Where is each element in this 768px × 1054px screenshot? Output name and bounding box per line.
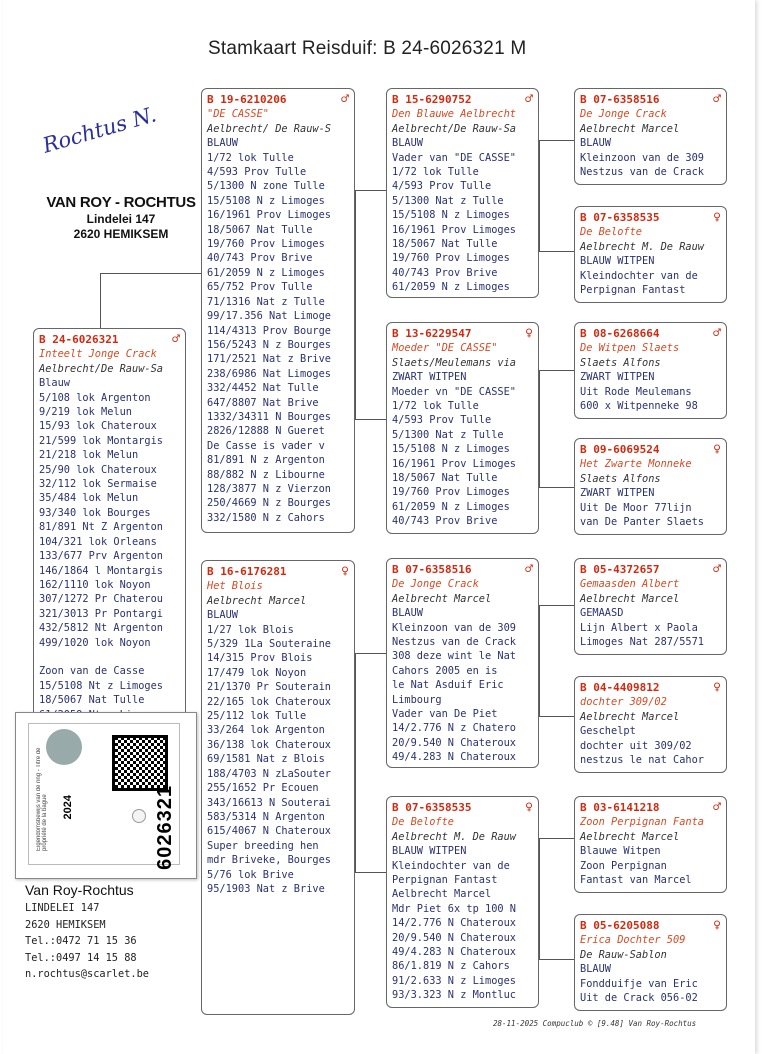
result-line: 25/90 lok Chateroux: [39, 463, 157, 476]
owner-name: Van Roy-Rochtus: [25, 882, 134, 898]
result-line: 81/891 Nt Z Argenton: [39, 521, 163, 534]
result-line: 332/4452 Nat Tulle: [207, 382, 319, 395]
ring-number: B 04-4409812: [580, 681, 660, 694]
result-line: 615/4067 N Chateroux: [207, 825, 331, 838]
ring-number: B 16-6176281: [207, 565, 287, 578]
result-line: 40/743 Prov Brive: [392, 266, 498, 279]
result-line: 238/6986 Nat Limoges: [207, 367, 331, 380]
result-line: 647/8807 Nat Brive: [207, 396, 319, 409]
card-header: [580, 919, 721, 933]
result-line: 36/138 lok Chateroux: [207, 738, 331, 751]
breeder: Aelbrecht Marcel: [580, 592, 680, 605]
pigeon-name: Het Blois: [207, 580, 263, 593]
female-icon: ♀: [713, 210, 721, 225]
result-line: Super breeding hen: [207, 839, 319, 852]
result-line: Vader van "DE CASSE": [392, 151, 516, 164]
pigeon-name: Erica Dochter 509: [580, 934, 686, 947]
result-line: 16/1961 Prov Limoges: [207, 209, 331, 222]
result-line: 65/752 Prov Tulle: [207, 281, 313, 294]
result-line: Fondduifje van Eric: [580, 977, 698, 990]
card-maternal-grandmother: [386, 796, 539, 1008]
pigeon-color: Geschelpt: [580, 725, 636, 738]
result-line: 19/760 Prov Limoges: [207, 238, 325, 251]
owner-tel1: Tel.:0472 71 15 36: [25, 935, 137, 947]
pigeon-color: Blauwe Witpen: [580, 845, 661, 858]
ring-number: B 05-4372657: [580, 563, 660, 576]
owner-tel2: Tel.:0497 14 15 88: [25, 951, 137, 964]
pigeon-name: Zoon Perpignan Fanta: [580, 816, 704, 829]
result-line: 49/4.283 N Chateroux: [392, 946, 516, 959]
result-line: 95/1903 Nat z Brive: [207, 882, 325, 895]
pigeon-color: ZWART WITPEN: [580, 371, 655, 384]
breeder: Aelbrecht M. De Rauw: [392, 830, 516, 843]
card-great-grandparent-7: [574, 796, 727, 893]
connector: [539, 838, 576, 960]
result-line: 25/112 lok Tulle: [207, 710, 307, 723]
result-line: Aelbrecht Marcel: [392, 888, 492, 901]
pigeon-color: BLAUW WITPEN: [392, 845, 467, 858]
handwritten-signature: Rochtus N.: [39, 102, 159, 158]
result-line: Uit Rode Meulemans: [580, 385, 692, 398]
result-line: Uit De Moor 77lijn: [580, 501, 692, 514]
result-line: 69/1581 Nat z Blois: [207, 753, 325, 766]
result-line: Mdr Piet 6x tp 100 N: [392, 902, 516, 915]
card-header: [580, 93, 721, 107]
result-line: 71/1316 Nat z Tulle: [207, 295, 325, 308]
card-great-grandparent-5: [574, 558, 727, 655]
card-paternal-grandfather: [386, 88, 539, 298]
federation-logo-icon: [46, 729, 82, 765]
result-line: 22/165 lok Chateroux: [207, 695, 331, 708]
result-line: 33/264 lok Argenton: [207, 724, 325, 737]
result-line: 5/76 lok Brive: [207, 868, 294, 881]
breeder: Aelbrecht Marcel: [580, 122, 680, 135]
result-line: 146/1864 l Montargis: [39, 564, 163, 577]
ring-number: B 05-6205088: [580, 919, 660, 932]
result-line: 61/2059 N z Limoges: [392, 281, 510, 294]
result-line: 20/9.540 N Chateroux: [392, 931, 516, 944]
card-header: [392, 327, 533, 341]
pigeon-color: BLAUW: [392, 607, 423, 620]
female-icon: ♀: [525, 800, 533, 815]
owner-footer: [25, 880, 149, 983]
result-line: Fantast van Marcel: [580, 874, 692, 887]
card-header: [580, 327, 721, 341]
result-line: 1332/34311 N Bourges: [207, 410, 331, 423]
ring-number: B 24-6026321: [39, 333, 119, 346]
pigeon-color: BLAUW: [580, 137, 611, 150]
result-line: 343/16613 N Souterai: [207, 796, 331, 809]
ring-number: B 19-6210206: [207, 93, 287, 106]
result-line: Kleinzoon van de 309: [580, 151, 704, 164]
male-icon: ♂: [713, 326, 721, 341]
result-line: 14/315 Prov Blois: [207, 652, 313, 665]
qr-code-icon: [112, 735, 168, 791]
ring-org-text: Eigendomsbewijs van de ring - Titre de propriété de la bague: [36, 747, 48, 851]
card-subject: [33, 328, 186, 718]
result-line: 49/4.283 N Chateroux: [392, 751, 516, 764]
result-line: 583/5314 N Argenton: [207, 810, 325, 823]
result-line: 600 x Witpenneke 98: [580, 400, 698, 413]
result-line: 4/593 Prov Tulle: [207, 166, 307, 179]
pigeon-color: BLAUW: [207, 137, 238, 150]
female-icon: ♀: [713, 442, 721, 457]
result-line: 321/3013 Pr Pontargi: [39, 607, 163, 620]
result-line: Vader van De Piet: [392, 708, 498, 721]
card-paternal-grandmother: [386, 322, 539, 534]
result-line: nestzus le nat Cahor: [580, 754, 704, 767]
ring-number: B 08-6268664: [580, 327, 660, 340]
result-line: 15/5108 N z Limoges: [392, 209, 510, 222]
result-line: Perpignan Fantast: [580, 284, 686, 297]
male-icon: ♂: [713, 92, 721, 107]
result-line: 19/760 Prov Limoges: [392, 252, 510, 265]
ring-number: B 13-6229547: [392, 327, 472, 340]
result-line: 9/219 lok Melun: [39, 406, 132, 419]
pigeon-color: Blauw: [39, 377, 70, 390]
pigeon-name: Inteelt Jonge Crack: [39, 348, 157, 361]
result-line: 15/5108 Nt z Limoges: [39, 679, 163, 692]
breeder: Aelbrecht M. De Rauw: [580, 240, 704, 253]
breeder: Slaets Alfons: [580, 472, 661, 485]
card-great-grandparent-4: [574, 438, 727, 535]
card-header: [580, 681, 721, 695]
pigeon-name: De Belofte: [392, 816, 454, 829]
card-header: [580, 211, 721, 225]
female-icon: ♀: [341, 564, 349, 579]
owner-email: n.rochtus@scarlet.be: [25, 968, 149, 980]
card-great-grandparent-8: [574, 914, 727, 1011]
ring-number: 6026321: [154, 785, 176, 870]
result-line: Limbourg: [392, 693, 442, 706]
connector: [539, 605, 576, 717]
result-line: 20/9.540 N Chateroux: [392, 736, 516, 749]
result-line: 307/1272 Pr Chaterou: [39, 593, 163, 606]
result-line: mdr Briveke, Bourges: [207, 854, 331, 867]
result-line: Kleinzoon van de 309: [392, 621, 516, 634]
result-line: Kleindochter van de: [392, 859, 510, 872]
card-header: [392, 93, 533, 107]
male-icon: ♂: [525, 92, 533, 107]
result-line: le Nat Asduif Eric: [392, 679, 504, 692]
owner-street: LINDELEI 147: [25, 902, 100, 914]
pigeon-color: BLAUW WITPEN: [580, 255, 655, 268]
connector: [355, 653, 388, 873]
pigeon-name: De Jonge Crack: [392, 578, 479, 591]
pedigree-sheet: [3, 0, 755, 1054]
result-line: 162/1110 lok Noyon: [39, 578, 151, 591]
result-line: 40/743 Prov Brive: [207, 252, 313, 265]
result-line: 1/27 lok Blois: [207, 623, 294, 636]
result-line: Zoon Perpignan: [580, 859, 667, 872]
result-line: 250/4669 N z Bourges: [207, 497, 331, 510]
result-line: 1/72 lok Tulle: [392, 400, 479, 413]
connector: [100, 273, 203, 330]
result-line: 5/1300 N zone Tulle: [207, 180, 325, 193]
owner-stamp: [41, 194, 201, 241]
result-line: 86/1.819 N z Cahors: [392, 960, 510, 973]
result-line: 91/2.633 N z Limoges: [392, 974, 516, 987]
result-line: 5/108 lok Argenton: [39, 391, 151, 404]
result-line: 5/1300 Nat z Tulle: [392, 194, 504, 207]
ring-number: B 07-6358535: [392, 801, 472, 814]
female-icon: ♀: [525, 326, 533, 341]
pigeon-color: BLAUW: [207, 609, 238, 622]
result-line: 19/760 Prov Limoges: [392, 486, 510, 499]
pigeon-name: "DE CASSE": [207, 108, 269, 121]
result-line: 1/72 lok Tulle: [392, 166, 479, 179]
result-line: 4/593 Prov Tulle: [392, 414, 492, 427]
breeder: Aelbrecht/ De Rauw-S: [207, 122, 331, 135]
card-father: [201, 88, 355, 533]
breeder: Aelbrecht Marcel: [207, 594, 307, 607]
connector: [355, 190, 388, 420]
result-line: Nestzus van de Crack: [580, 166, 704, 179]
result-line: 4/593 Prov Tulle: [392, 180, 492, 193]
result-line: 21/1370 Pr Souterain: [207, 681, 331, 694]
card-mother: [201, 560, 355, 1015]
result-line: 81/891 N z Argenton: [207, 454, 325, 467]
punch-hole: [132, 809, 146, 823]
result-line: Moeder vn "DE CASSE": [392, 385, 516, 398]
result-line: 128/3877 N z Vierzon: [207, 482, 331, 495]
result-line: 114/4313 Prov Bourge: [207, 324, 331, 337]
male-icon: ♂: [341, 92, 349, 107]
ring-number: B 07-6358516: [580, 93, 660, 106]
card-header: [207, 565, 349, 579]
female-icon: ♀: [713, 680, 721, 695]
connector: [539, 370, 576, 488]
pigeon-name: De Witpen Slaets: [580, 342, 680, 355]
pigeon-color: BLAUW: [580, 963, 611, 976]
card-header: [392, 801, 533, 815]
connector: [539, 140, 576, 252]
pigeon-color: ZWART WITPEN: [392, 371, 467, 384]
ring-ownership-card: [15, 712, 197, 879]
stamp-line3: 2620 HEMIKSEM: [73, 227, 169, 241]
result-line: Zoon van de Casse: [39, 665, 145, 678]
breeder: Aelbrecht Marcel: [580, 710, 680, 723]
result-line: 133/677 Prv Argenton: [39, 550, 163, 563]
pigeon-name: Gemaasden Albert: [580, 578, 680, 591]
pigeon-color: ZWART WITPEN: [580, 487, 655, 500]
result-line: 156/5243 N z Bourges: [207, 338, 331, 351]
result-line: 255/1652 Pr Ecouen: [207, 782, 319, 795]
result-line: 18/5067 Nat Tulle: [392, 238, 498, 251]
card-great-grandparent-3: [574, 322, 727, 419]
ring-number: B 03-6141218: [580, 801, 660, 814]
card-great-grandparent-1: [574, 88, 727, 185]
result-line: 61/2059 N z Limoges: [207, 266, 325, 279]
result-line: 16/1961 Prov Limoges: [392, 223, 516, 236]
result-line: 5/1300 Nat z Tulle: [392, 428, 504, 441]
male-icon: ♂: [713, 562, 721, 577]
result-line: 61/2059 N z Limoges: [392, 500, 510, 513]
result-line: Limoges Nat 287/5571: [580, 636, 704, 649]
pigeon-name: Den Blauwe Aelbrecht: [392, 108, 516, 121]
card-great-grandparent-2: [574, 206, 727, 303]
page-title: Stamkaart Reisduif: B 24-6026321 M: [208, 38, 527, 59]
result-line: 21/218 lok Melun: [39, 449, 139, 462]
breeder: Slaets Alfons: [580, 356, 661, 369]
result-line: 21/599 lok Montargis: [39, 434, 163, 447]
card-maternal-grandfather: [386, 558, 539, 768]
breeder: Aelbrecht/De Rauw-Sa: [392, 122, 516, 135]
result-line: 32/112 lok Sermaise: [39, 478, 157, 491]
result-line: 5/329 1La Souteraine: [207, 638, 331, 651]
breeder: Slaets/Meulemans via: [392, 356, 516, 369]
result-line: 17/479 lok Noyon: [207, 666, 307, 679]
breeder: Aelbrecht Marcel: [580, 830, 680, 843]
result-line: Nestzus van de Crack: [392, 636, 516, 649]
result-line: 14/2.776 N Chateroux: [392, 917, 516, 930]
result-line: [39, 650, 180, 664]
ring-number: B 07-6358535: [580, 211, 660, 224]
male-icon: ♂: [172, 332, 180, 347]
pigeon-color: GEMAASD: [580, 607, 624, 620]
result-line: 15/5108 N z Limoges: [207, 194, 325, 207]
breeder: Aelbrecht Marcel: [392, 592, 492, 605]
result-line: Lijn Albert x Paola: [580, 621, 698, 634]
result-line: 499/1020 lok Noyon: [39, 636, 151, 649]
result-line: 40/743 Prov Brive: [392, 515, 498, 528]
breeder: De Rauw-Sablon: [580, 948, 667, 961]
result-line: De Casse is vader v: [207, 439, 325, 452]
result-line: van De Panter Slaets: [580, 516, 704, 529]
card-header: [39, 333, 180, 347]
card-great-grandparent-6: [574, 676, 727, 773]
result-line: 99/17.356 Nat Limoge: [207, 310, 331, 323]
female-icon: ♀: [713, 918, 721, 933]
result-line: Cahors 2005 en is: [392, 664, 498, 677]
result-line: 18/5067 Nat Tulle: [207, 223, 313, 236]
result-line: 18/5067 Nat Tulle: [392, 472, 498, 485]
result-line: 14/2.776 N z Chatero: [392, 722, 516, 735]
stamp-line1: VAN ROY - ROCHTUS: [46, 194, 196, 211]
result-line: 171/2521 Nat z Brive: [207, 353, 331, 366]
result-line: 104/321 lok Orleans: [39, 535, 157, 548]
result-line: 16/1961 Prov Limoges: [392, 457, 516, 470]
stamp-line2: Lindelei 147: [86, 212, 156, 226]
pigeon-name: De Belofte: [580, 226, 642, 239]
ring-number: B 15-6290752: [392, 93, 472, 106]
result-line: 35/484 lok Melun: [39, 492, 139, 505]
result-line: 432/5812 Nt Argenton: [39, 622, 163, 635]
result-line: 15/93 lok Chateroux: [39, 420, 157, 433]
breeder: Aelbrecht/De Rauw-Sa: [39, 362, 163, 375]
ring-number: B 09-6069524: [580, 443, 660, 456]
result-line: 1/72 lok Tulle: [207, 151, 294, 164]
male-icon: ♂: [713, 800, 721, 815]
pigeon-name: De Jonge Crack: [580, 108, 667, 121]
card-header: [207, 93, 349, 107]
card-header: [392, 563, 533, 577]
owner-city: 2620 HEMIKSEM: [25, 918, 106, 931]
card-header: [580, 443, 721, 457]
pigeon-name: dochter 309/02: [580, 696, 667, 709]
pigeon-name: Moeder "DE CASSE": [392, 342, 498, 355]
result-line: Perpignan Fantast: [392, 874, 498, 887]
card-header: [580, 801, 721, 815]
result-line: 308 deze wint le Nat: [392, 650, 516, 663]
result-line: 88/882 N z Libourne: [207, 468, 325, 481]
pigeon-color: BLAUW: [392, 137, 423, 150]
result-line: 18/5067 Nat Tulle: [39, 694, 145, 707]
ring-number: B 07-6358516: [392, 563, 472, 576]
result-line: 332/1580 N z Cahors: [207, 511, 325, 524]
pigeon-name: Het Zwarte Monneke: [580, 458, 692, 471]
print-footer: 28-11-2025 Compuclub © [9.48] Van Roy-Rochtus: [493, 1019, 697, 1028]
ring-year: 2024: [62, 795, 74, 820]
result-line: 15/5108 N z Limoges: [392, 443, 510, 456]
result-line: 2826/12888 N Gueret: [207, 425, 325, 438]
card-header: [580, 563, 721, 577]
male-icon: ♂: [525, 562, 533, 577]
result-line: 188/4703 N zLaSouter: [207, 767, 331, 780]
result-line: Kleindochter van de: [580, 269, 698, 282]
result-line: Uit de Crack 056-02: [580, 992, 698, 1005]
result-line: dochter uit 309/02: [580, 739, 692, 752]
result-line: 93/3.323 N z Montluc: [392, 989, 516, 1002]
result-line: 93/340 lok Bourges: [39, 506, 151, 519]
